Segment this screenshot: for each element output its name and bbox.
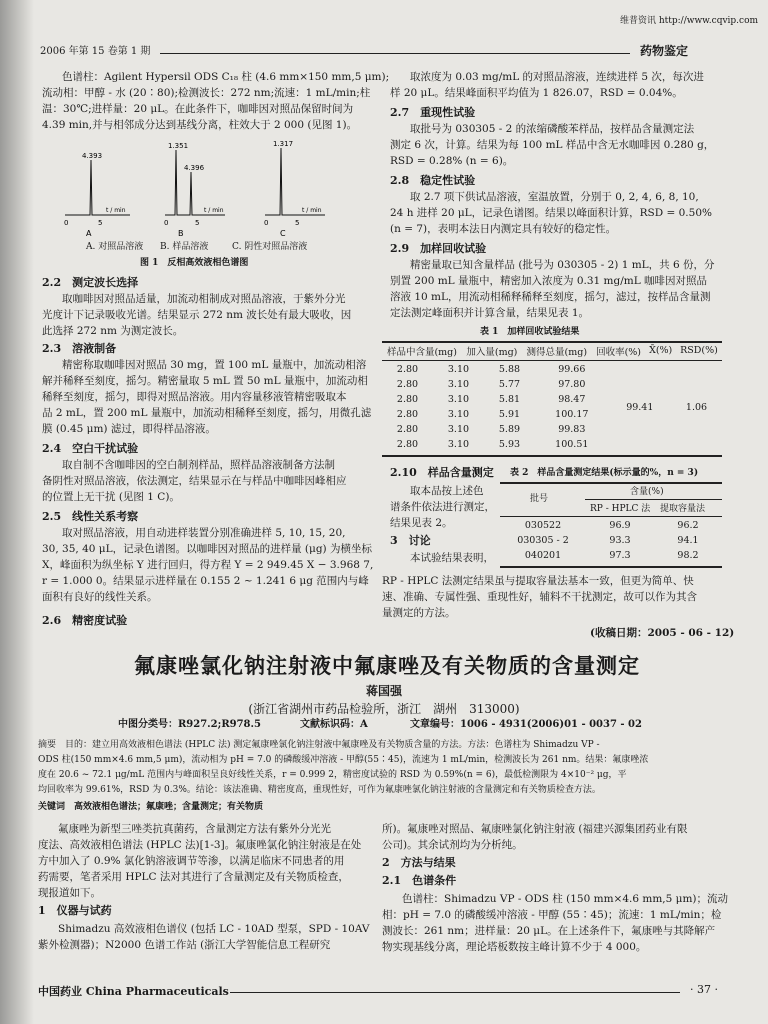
chromatogram-trace-c	[265, 148, 325, 215]
text-line: 测波长：261 nm；进样量：20 μL。在上述条件下，氟康唑与其降解产	[382, 925, 716, 937]
text-line: 温：30℃;进样量：20 μL。在此条件下，咖啡因对照品保留时间为	[42, 103, 354, 115]
text-line: 4.39 min,并与相邻成分达到基线分离，柱效大于 2 000 (见图 1)。	[42, 119, 358, 131]
table-cell: 2.80	[396, 439, 419, 450]
section-heading: 2.10 样品含量测定	[390, 466, 494, 479]
figure-caption-b: B. 样品溶液	[160, 242, 209, 252]
table2-title: 表 2 样品含量测定结果(标示量的%，n = 3)	[510, 468, 699, 478]
table-cell: 99.66	[558, 364, 586, 375]
tick-five-c: 5	[295, 219, 300, 227]
text-line: 取对照品溶液，用自动进样装置分别准确进样 5, 10, 15, 20,	[62, 527, 346, 539]
table-cell: 93.3	[609, 535, 631, 546]
table-cell: 96.9	[609, 520, 631, 531]
axis-label-b: t / min	[204, 207, 224, 214]
axis-label-c: t / min	[302, 207, 322, 214]
chromatogram-trace-b	[165, 150, 225, 215]
text-line: 测定 6 次，计算。结果为每 100 mL 样品中含无水咖啡因 0.280 g，	[390, 139, 715, 151]
table1	[382, 343, 722, 358]
received-date: (收稿日期：2005 - 06 - 12)	[590, 627, 735, 639]
text-line: 精密称取咖啡因对照品 30 mg，置 100 mL 量瓶中，加流动相溶	[62, 359, 367, 371]
table1-header-row	[382, 343, 722, 358]
issue-header: 2006 年第 15 卷第 1 期	[40, 46, 151, 57]
table1-body	[382, 362, 722, 452]
section-heading: 3 讨论	[390, 534, 431, 547]
classification-number: 中图分类号：R927.2;R978.5	[118, 719, 261, 730]
table1-header-cell: X̄(%)	[649, 345, 673, 356]
table-cell: 5.89	[498, 424, 521, 435]
peak-label-c: 1.317	[273, 140, 294, 148]
table2-sub-rule	[585, 499, 722, 500]
author-name: 蒋国强	[365, 684, 402, 698]
text-line: 取本品按上述色	[410, 485, 484, 497]
affiliation: (浙江省湖州市药品检验所，浙江 湖州 313000)	[248, 702, 520, 716]
text-line: 取自制不含咖啡因的空白制剂样品，照样品溶液制备方法制	[62, 459, 335, 471]
section-heading: 2.9 加样回收试验	[390, 242, 487, 255]
table2-header-batch: 批号	[530, 494, 549, 504]
table-cell: 3.10	[447, 439, 470, 450]
figure-caption-a: A. 对照品溶液	[86, 242, 144, 252]
text-line: 取浓度为 0.03 mg/mL 的对照品溶液，连续进样 5 次，每次进	[410, 71, 704, 83]
table-cell: 5.91	[498, 409, 521, 420]
header-rule	[160, 53, 630, 54]
text-line: 30, 35, 40 μL，记录色谱图。以咖啡因对照品的进样量 (μg) 为横坐标	[42, 543, 372, 555]
text-line: 度法、高效液相色谱法 (HPLC 法)[1-3]。氟康唑氯化钠注射液是在处	[38, 839, 362, 851]
table-cell-rsd: 1.06	[685, 401, 708, 413]
peak-label-a: 4.393	[82, 152, 103, 160]
table2-header-ext: 提取容量法	[660, 504, 706, 514]
keywords: 关键词 高效液相色谱法；氟康唑；含量测定；有关物质	[38, 802, 264, 812]
article-title: 氟康唑氯化钠注射液中氟康唑及有关物质的含量测定	[134, 654, 640, 678]
text-line: 取批号为 030305 - 2 的浓缩磷酸苯样品，按样品含量测定法	[410, 123, 695, 135]
table1-header-cell: 测得总量(mg)	[526, 346, 588, 358]
text-line: (n = 7)，表明本法日内测定具有较好的稳定性。	[390, 223, 617, 235]
text-line: 色谱柱：Shimadzu VP - ODS 柱 (150 mm×4.6 mm,5 μm)；流动	[402, 893, 729, 905]
text-line: 取 2.7 项下供试品溶液，室温放置，分别于 0, 2, 4, 6, 8, 10,	[410, 191, 699, 203]
text-line: 24 h 进样 20 μL，记录色谱图。结果以峰面积计算，RSD = 0.50%	[390, 207, 712, 219]
text-line: 物实现基线分离，理论塔板数按主峰计算不少于 4 000。	[382, 941, 647, 953]
table1-title: 表 1 加样回收试验结果	[480, 327, 580, 337]
table2-mid-rule	[500, 516, 722, 517]
table2-bottom-rule	[500, 566, 722, 568]
table-row	[500, 533, 722, 548]
peak-label-b1: 1.351	[168, 142, 189, 150]
table-cell: 97.3	[609, 550, 631, 561]
table1-header-cell: 回收率(%)	[596, 346, 642, 358]
table-cell: 2.80	[396, 364, 419, 375]
table-cell: 100.51	[555, 439, 589, 450]
text-line: 氟康唑为新型三唑类抗真菌药，含量测定方法有紫外分光光	[58, 823, 331, 835]
table2-header-group: 含量(%)	[630, 487, 664, 497]
abstract-line: 摘要 目的：建立用高效液相色谱法 (HPLC 法) 测定氟康唑氯化钠注射液中氟康唑及有关物质含量的方法。方法：色谱柱为 Shimadzu VP -	[38, 740, 600, 750]
table-cell: 100.17	[555, 409, 589, 420]
table-row	[382, 362, 722, 377]
section-header: 药物鉴定	[640, 44, 689, 58]
section-heading: 2.4 空白干扰试验	[42, 442, 139, 455]
text-line: 现报道如下。	[38, 887, 101, 899]
table-cell: 97.80	[558, 379, 586, 390]
text-line: 解并稀释至刻度，摇匀。精密量取 5 mL 置 50 mL 量瓶中，加流动相	[42, 375, 368, 387]
table1-mid-rule	[382, 360, 722, 361]
tick-five-a: 5	[98, 219, 103, 227]
text-line: 面积有良好的线性关系。	[42, 591, 158, 603]
text-line: 药需要，笔者采用 HPLC 法对其进行了含量测定及有关物质检查，	[38, 871, 349, 883]
table-cell: 2.80	[396, 394, 419, 405]
document-code: 文献标识码：A	[300, 719, 368, 730]
page-number: · 37 ·	[690, 983, 718, 996]
section-heading: 2.1 色谱条件	[382, 874, 457, 887]
abstract-line: 均回收率为 99.61%，RSD 为 0.3%。结论：该法准确、精密度高，重现性好，可作为氟康唑氯化钠注射液的含量测定和有关物质检查方法。	[38, 785, 601, 795]
section-heading: 1 仪器与试药	[38, 904, 112, 917]
journal-name: 中国药业 China Pharmaceuticals	[38, 985, 229, 998]
panel-label-b: B	[178, 229, 184, 238]
text-line: RP - HPLC 法测定结果虽与提取容量法基本一致，但更为简单、快	[382, 575, 694, 587]
tick-zero-b: 0	[164, 219, 169, 227]
table2-header-hplc: RP - HPLC 法	[590, 504, 651, 514]
text-line: 样 20 μL。结果峰面积平均值为 1 826.07，RSD = 0.04%。	[390, 87, 683, 99]
table-cell: 3.10	[447, 409, 470, 420]
panel-label-a: A	[86, 229, 92, 238]
text-line: 方中加入了 0.9% 氯化钠溶液调节等渗，以满足临床不同患者的用	[38, 855, 345, 867]
table1-header-cell: 样品中含量(mg)	[386, 346, 457, 358]
table-cell: 98.47	[558, 394, 586, 405]
table-cell: 3.10	[447, 379, 470, 390]
table1-bottom-rule	[382, 455, 722, 457]
section-heading: 2.8 稳定性试验	[390, 174, 476, 187]
table-cell: 2.80	[396, 409, 419, 420]
text-line: 公司)。其余试剂均为分析纯。	[382, 839, 523, 851]
tick-zero-a: 0	[64, 219, 69, 227]
table2-body	[500, 518, 722, 563]
text-line: 的位置上无干扰 (见图 1 C)。	[42, 491, 180, 503]
text-line: 所)。氟康唑对照品、氟康唑氯化钠注射液 (福建兴源集团药业有限	[382, 823, 688, 835]
table-row	[500, 518, 722, 533]
text-line: 定法测定峰面积并计算含量，结果见表 1。	[390, 307, 590, 319]
section-heading: 2 方法与结果	[382, 856, 456, 869]
section-heading: 2.3 溶液制备	[42, 342, 117, 355]
table-row	[500, 548, 722, 563]
table1-header-cell: 加入量(mg)	[466, 346, 518, 358]
panel-label-c: C	[280, 229, 286, 238]
text-line: 流动相：甲醇 - 水 (20∶80);检测波长：272 nm;流速：1 mL/min;柱	[42, 87, 371, 99]
table-cell: 030522	[524, 520, 562, 531]
table-cell: 98.2	[677, 550, 699, 561]
table2-top-rule	[500, 482, 722, 484]
text-line: RSD = 0.28% (n = 6)。	[390, 155, 514, 167]
text-line: 谱条件依法进行测定，	[390, 501, 495, 513]
text-line: 色谱柱：Agilent Hypersil ODS C₁₈ 柱 (4.6 mm×150 mm,5 μm);	[62, 71, 390, 83]
binding-shadow	[0, 0, 34, 1024]
table-cell: 2.80	[396, 424, 419, 435]
table-cell: 030305 - 2	[517, 535, 569, 546]
text-line: 此选择 272 nm 为测定波长。	[42, 325, 184, 337]
text-line: Shimadzu 高效液相色谱仪 (包括 LC - 10AD 型泵，SPD - 10AV	[58, 923, 370, 935]
section-heading: 2.2 测定波长选择	[42, 276, 139, 289]
text-line: 精密量取已知含量样品 (批号为 030305 - 2) 1 mL，共 6 份，分	[410, 259, 715, 271]
table-cell: 96.2	[677, 520, 699, 531]
article-number: 文章编号：1006 - 4931(2006)01 - 0037 - 02	[410, 719, 642, 730]
section-heading: 2.6 精密度试验	[42, 614, 128, 627]
text-line: 溶液 10 mL，用流动相稀释稀释至刻度，摇匀，滤过，按样品含量测	[390, 291, 711, 303]
table-cell: 99.83	[558, 424, 586, 435]
table-cell: 040201	[524, 550, 562, 561]
section-heading: 2.5 线性关系考察	[42, 510, 139, 523]
figure-caption-c: C. 阴性对照品溶液	[232, 242, 308, 252]
text-line: 结果见表 2。	[390, 517, 453, 529]
text-line: 本试验结果表明，	[410, 552, 494, 564]
footer-rule	[230, 992, 680, 993]
text-line: X，峰面积为纵坐标 Y 进行回归，得方程 Y = 2 949.45 X − 3.968 7,	[42, 559, 374, 571]
text-line: 紫外检测器)；N2000 色谱工作站 (浙江大学智能信息工程研究	[38, 939, 331, 951]
text-line: 稀释至刻度，摇匀，即得对照品溶液。用内容量移液管精密吸取本	[42, 391, 347, 403]
text-line: 速、准确、专属性强、重现性好，辅料不干扰测定，故可以作为其含	[382, 591, 697, 603]
text-line: 膜 (0.45 μm) 滤过，即得样品溶液。	[42, 423, 216, 435]
table-cell-mean: 99.41	[626, 401, 654, 413]
text-line: 取咖啡因对照品适量，加流动相制成对照品溶液，于紫外分光	[62, 293, 346, 305]
table-cell: 5.93	[498, 439, 521, 450]
text-line: 别置 200 mL 量瓶中，精密加入浓度为 0.31 mg/mL 咖啡因对照品	[390, 275, 708, 287]
abstract-line: 度在 20.6 ~ 72.1 μg/mL 范围内与峰面积呈良好线性关系，r = 0.999 2，精密度试验的 RSD 为 0.59%(n = 6)，最低检测限为 4×10⁻² μg，平	[38, 770, 627, 780]
text-line: r = 1.000 0。结果显示进样量在 0.155 2 ~ 1.241 6 μg 范围内与峰	[42, 575, 369, 587]
tick-zero-c: 0	[264, 219, 269, 227]
text-line: 相：pH = 7.0 的磷酸缓冲溶液 - 甲醇 (55∶45)；流速：1 mL/min；检	[382, 909, 722, 921]
table-cell: 5.88	[498, 364, 521, 375]
table-cell: 94.1	[677, 535, 699, 546]
text-line: 品 2 mL，置 200 mL 量瓶中，加流动相稀释至刻度，摇匀，用微孔滤	[42, 407, 372, 419]
axis-label-a: t / min	[106, 207, 126, 214]
table-cell: 3.10	[447, 394, 470, 405]
corner-watermark: 维普资讯 http://www.cqvip.com	[620, 16, 759, 26]
peak-label-b2: 4.396	[184, 164, 205, 172]
tick-five-b: 5	[195, 219, 200, 227]
table-cell: 2.80	[396, 379, 419, 390]
section-heading: 2.7 重现性试验	[390, 106, 476, 119]
text-line: 量测定的方法。	[382, 607, 456, 619]
table1-header-cell: RSD(%)	[680, 345, 718, 356]
table-cell: 3.10	[447, 424, 470, 435]
text-line: 光度计下记录吸收光谱。结果显示 272 nm 波长处有最大吸收，因	[42, 309, 352, 321]
table-cell: 5.81	[498, 394, 521, 405]
abstract-line: ODS 柱(150 mm×4.6 mm,5 μm)，流动相为 pH = 7.0 的磷酸缓冲溶液 - 甲醇(55∶45)，流速为 1 mL/min，检测波长为 261 nm。结果：氟康唑浓	[38, 755, 649, 765]
table-cell: 3.10	[447, 364, 470, 375]
text-line: 备阴性对照品溶液，依法测定，结果显示在与样品中咖啡因峰相应	[42, 475, 347, 487]
figure-title: 图 1 反相高效液相色谱图	[140, 258, 249, 268]
table-cell: 5.77	[498, 379, 521, 390]
